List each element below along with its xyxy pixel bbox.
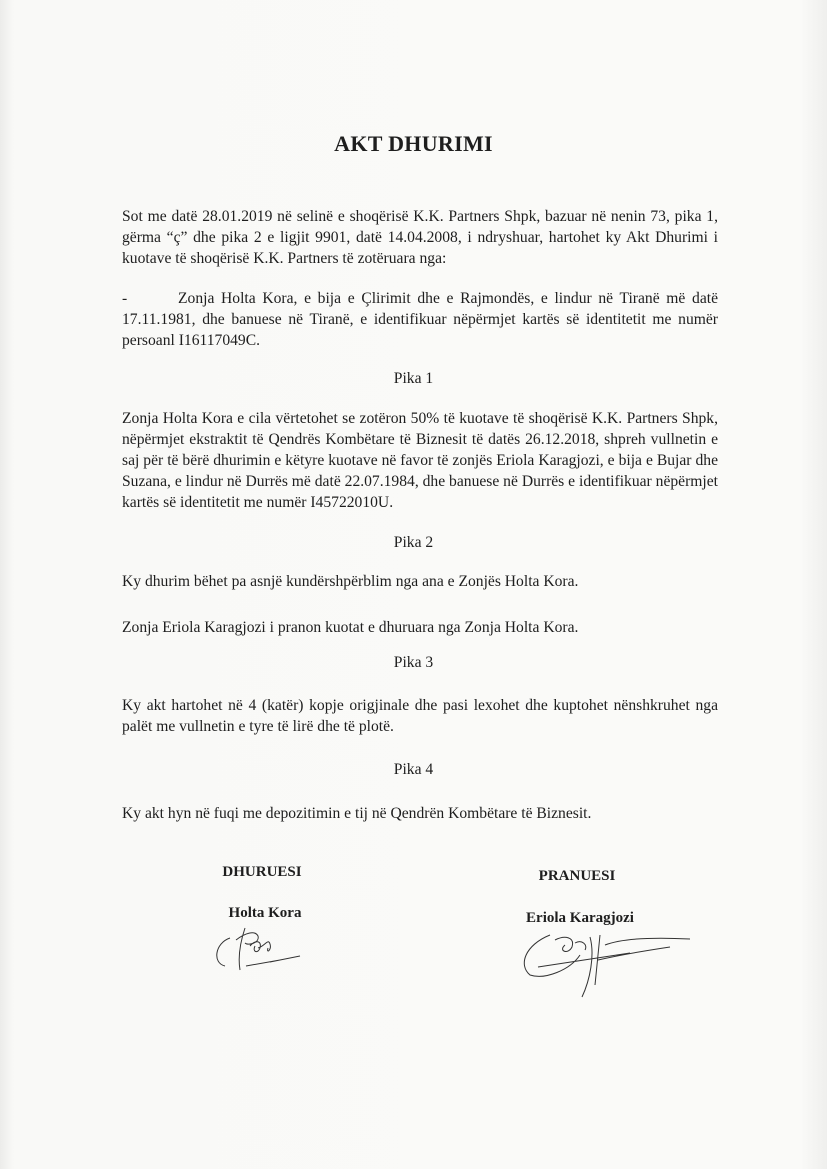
donor-name: Holta Kora — [228, 905, 302, 921]
section-heading-pika-4: Pika 4 — [393, 761, 434, 778]
pika-4-paragraph: Ky akt hyn në fuqi me depozitimin e tij në Qendrën Kombëtare të Biznesit. — [122, 805, 592, 822]
section-heading-pika-2: Pika 2 — [393, 534, 434, 551]
pika-2-paragraph-1: Ky dhurim bëhet pa asnjë kundërshpërblim nga ana e Zonjës Holta Kora. — [122, 573, 579, 590]
recipient-role: PRANUESI — [538, 868, 616, 884]
pika-3-paragraph: Ky akt hartohet në 4 (katër) kopje origjinale dhe pasi lexohet dhe kuptohet nënshkruhet nga palët me vullnetin e tyre të lirë dhe të plotë. — [122, 697, 718, 735]
recipient-name: Eriola Karagjozi — [526, 910, 634, 926]
recipient-signature — [510, 925, 700, 1005]
party-text: Zonja Holta Kora, e bija e Çlirimit dhe e Rajmondës, e lindur në Tiranë më datë 17.11.1981, dhe banuese në Tiranë, e identifikuar nëpërmjet kartës së identitetit me numër persoanl I16117049C. — [122, 290, 718, 349]
donor-role: DHURUESI — [222, 864, 302, 880]
party-paragraph — [122, 288, 718, 351]
document-title: AKT DHURIMI — [334, 131, 493, 156]
pika-2-paragraph-2: Zonja Eriola Karagjozi i pranon kuotat e dhuruara nga Zonja Holta Kora. — [122, 619, 579, 636]
section-heading-pika-1: Pika 1 — [393, 370, 434, 387]
pika-1-paragraph: Zonja Holta Kora e cila vërtetohet se zotëron 50% të kuotave të shoqërisë K.K. Partners Shpk, nëpërmjet ekstraktit të Qendrës Kombëtare të Biznesit të datës 26.12.2018, shpreh vullnetin e saj për të bërë dhurimin e këtyre kuotave në favor të zonjës Eriola Karagjozi, e bija e Bujar dhe Suzana, e lindur në Durrës më datë 22.07.1984, dhe banuese në Durrës e identifikuar nëpërmjet kartës së identitetit me numër I45722010U. — [122, 410, 718, 511]
bullet-dash: - — [122, 290, 128, 307]
donor-signature — [200, 918, 310, 978]
section-heading-pika-3: Pika 3 — [393, 654, 434, 671]
intro-paragraph: Sot me datë 28.01.2019 në selinë e shoqërisë K.K. Partners Shpk, bazuar në nenin 73, pika 1, gërma “ç” dhe pika 2 e ligjit 9901, datë 14.04.2008, i ndryshuar, hartohet ky Akt Dhurimi i kuotave të shoqërisë K.K. Partners të zotëruara nga: — [122, 208, 718, 267]
